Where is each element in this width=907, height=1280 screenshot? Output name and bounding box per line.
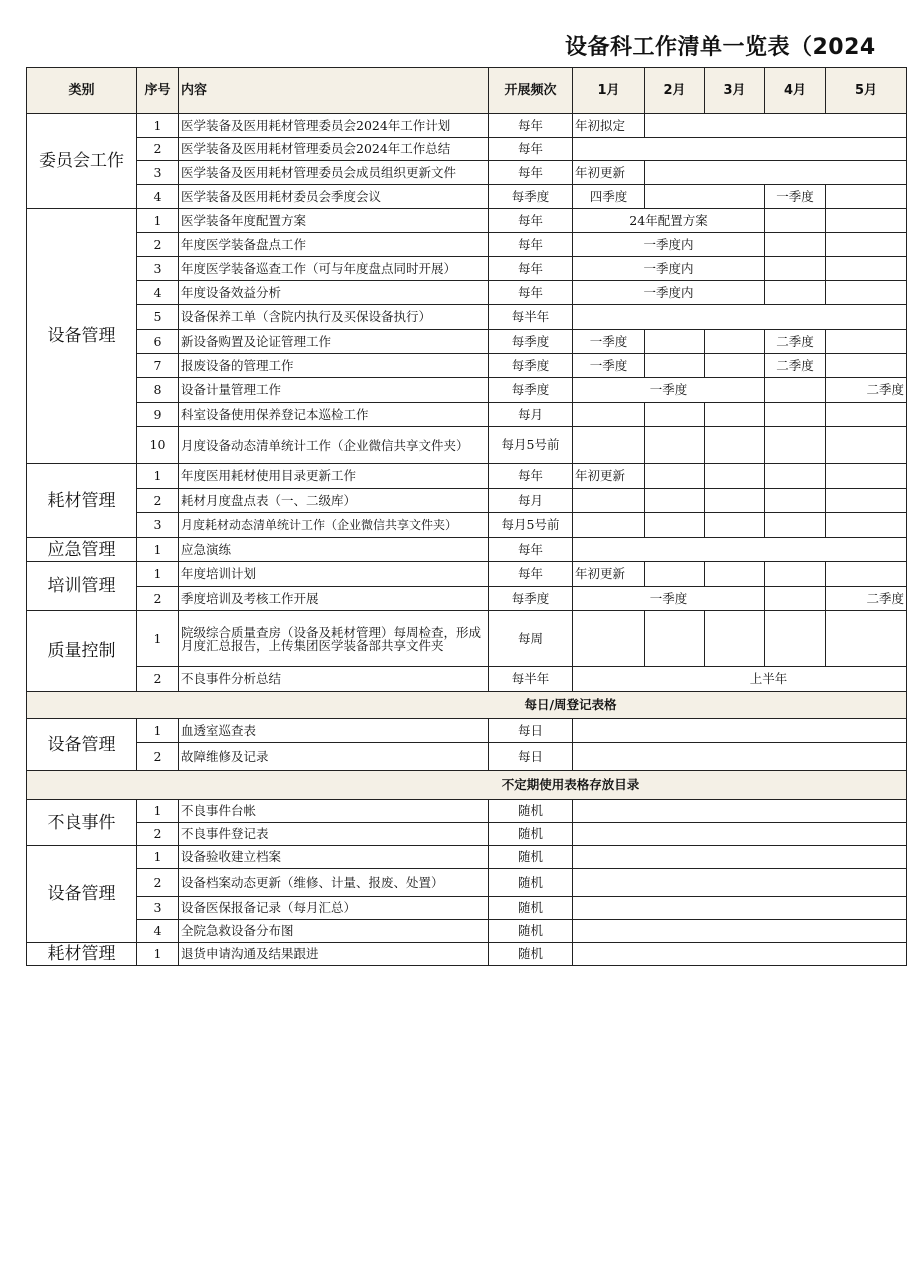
seq-cell: 4 bbox=[137, 185, 179, 209]
table-row bbox=[27, 897, 907, 920]
frequency-cell: 每月5号前 bbox=[489, 513, 573, 538]
month-1-cell: 一季度 bbox=[573, 330, 645, 354]
month-span-cell bbox=[645, 114, 907, 138]
month-3-cell bbox=[705, 513, 765, 538]
table-row bbox=[27, 464, 907, 489]
frequency-cell: 每月 bbox=[489, 403, 573, 427]
frequency-cell: 每半年 bbox=[489, 667, 573, 692]
page-title: 设备科工作清单一览表（2024 bbox=[565, 35, 876, 60]
content-cell: 新设备购置及论证管理工作 bbox=[179, 330, 489, 354]
content-cell: 年度医学装备盘点工作 bbox=[179, 233, 489, 257]
category-cell: 应急管理 bbox=[27, 538, 137, 562]
content-cell: 医学装备及医用耗材管理委员会2024年工作总结 bbox=[179, 138, 489, 161]
month-2-cell bbox=[645, 427, 705, 464]
month-span-cell bbox=[573, 800, 907, 823]
frequency-cell: 每日 bbox=[489, 743, 573, 771]
frequency-cell: 每年 bbox=[489, 114, 573, 138]
table-row bbox=[27, 743, 907, 771]
content-cell: 设备档案动态更新（维修、计量、报废、处置） bbox=[179, 869, 489, 897]
header-month-5: 5月 bbox=[826, 68, 907, 114]
header-month-3: 3月 bbox=[705, 68, 765, 114]
table-row bbox=[27, 869, 907, 897]
frequency-cell: 每年 bbox=[489, 233, 573, 257]
seq-cell: 2 bbox=[137, 489, 179, 513]
frequency-cell: 随机 bbox=[489, 943, 573, 966]
month-span-cell bbox=[573, 538, 907, 562]
content-cell: 年度设备效益分析 bbox=[179, 281, 489, 305]
frequency-cell: 每年 bbox=[489, 209, 573, 233]
month-3-cell bbox=[705, 489, 765, 513]
content-cell: 故障维修及记录 bbox=[179, 743, 489, 771]
month-5-cell bbox=[826, 330, 907, 354]
content-cell: 医学装备年度配置方案 bbox=[179, 209, 489, 233]
content-cell: 设备保养工单（含院内执行及买保设备执行） bbox=[179, 305, 489, 330]
month-5-cell: 二季度 bbox=[826, 378, 907, 403]
table-row bbox=[27, 233, 907, 257]
frequency-cell: 每年 bbox=[489, 138, 573, 161]
frequency-cell: 每半年 bbox=[489, 305, 573, 330]
seq-cell: 1 bbox=[137, 114, 179, 138]
content-cell: 年度医学装备巡查工作（可与年度盘点同时开展） bbox=[179, 257, 489, 281]
table-row bbox=[27, 330, 907, 354]
frequency-cell: 每年 bbox=[489, 161, 573, 185]
table-row bbox=[27, 114, 907, 138]
frequency-cell: 每年 bbox=[489, 562, 573, 587]
month-span-cell: 一季度内 bbox=[573, 257, 765, 281]
table-row bbox=[27, 209, 907, 233]
table-row bbox=[27, 562, 907, 587]
month-4-cell bbox=[765, 233, 826, 257]
frequency-cell: 每年 bbox=[489, 538, 573, 562]
content-cell: 月度设备动态清单统计工作（企业微信共享文件夹） bbox=[179, 427, 489, 464]
table-row bbox=[27, 281, 907, 305]
worklist-table bbox=[26, 67, 907, 966]
month-4-cell: 二季度 bbox=[765, 330, 826, 354]
category-cell: 设备管理 bbox=[27, 846, 137, 943]
frequency-cell: 每周 bbox=[489, 611, 573, 667]
month-3-cell bbox=[705, 403, 765, 427]
seq-cell: 3 bbox=[137, 257, 179, 281]
content-cell: 全院急救设备分布图 bbox=[179, 920, 489, 943]
month-span-cell bbox=[573, 743, 907, 771]
table-row bbox=[27, 354, 907, 378]
table-row bbox=[27, 846, 907, 869]
month-5-cell bbox=[826, 611, 907, 667]
seq-cell: 10 bbox=[137, 427, 179, 464]
month-1-cell bbox=[573, 513, 645, 538]
seq-cell: 3 bbox=[137, 897, 179, 920]
content-cell: 不良事件登记表 bbox=[179, 823, 489, 846]
table-row bbox=[27, 667, 907, 692]
seq-cell: 5 bbox=[137, 305, 179, 330]
seq-cell: 6 bbox=[137, 330, 179, 354]
month-span-cell bbox=[573, 846, 907, 869]
table-row bbox=[27, 427, 907, 464]
content-cell: 设备计量管理工作 bbox=[179, 378, 489, 403]
seq-cell: 1 bbox=[137, 800, 179, 823]
table-row bbox=[27, 185, 907, 209]
month-span-cell bbox=[573, 920, 907, 943]
table-row bbox=[27, 305, 907, 330]
content-cell: 医学装备及医用耗材委员会季度会议 bbox=[179, 185, 489, 209]
month-2-cell bbox=[645, 489, 705, 513]
month-5-cell bbox=[826, 427, 907, 464]
month-5-cell bbox=[826, 489, 907, 513]
content-cell: 血透室巡查表 bbox=[179, 719, 489, 743]
month-3-cell bbox=[705, 464, 765, 489]
category-cell: 设备管理 bbox=[27, 209, 137, 464]
category-cell: 委员会工作 bbox=[27, 114, 137, 209]
frequency-cell: 随机 bbox=[489, 800, 573, 823]
seq-cell: 1 bbox=[137, 846, 179, 869]
section-header-row bbox=[27, 771, 907, 800]
seq-cell: 9 bbox=[137, 403, 179, 427]
month-span-cell: 一季度 bbox=[573, 587, 765, 611]
table-row bbox=[27, 538, 907, 562]
section-header-row bbox=[27, 692, 907, 719]
frequency-cell: 随机 bbox=[489, 897, 573, 920]
month-1-cell bbox=[573, 427, 645, 464]
table-row bbox=[27, 257, 907, 281]
frequency-cell: 每日 bbox=[489, 719, 573, 743]
month-1-cell: 年初更新 bbox=[573, 464, 645, 489]
month-4-cell bbox=[765, 587, 826, 611]
frequency-cell: 每季度 bbox=[489, 330, 573, 354]
worklist-table-container bbox=[26, 67, 904, 967]
seq-cell: 2 bbox=[137, 743, 179, 771]
frequency-cell: 随机 bbox=[489, 869, 573, 897]
header-category: 类别 bbox=[27, 68, 137, 114]
month-span-cell bbox=[573, 823, 907, 846]
category-cell: 培训管理 bbox=[27, 562, 137, 611]
seq-cell: 1 bbox=[137, 943, 179, 966]
month-2-cell bbox=[645, 403, 705, 427]
frequency-cell: 每季度 bbox=[489, 378, 573, 403]
month-1-cell: 四季度 bbox=[573, 185, 645, 209]
seq-cell: 2 bbox=[137, 587, 179, 611]
category-cell: 设备管理 bbox=[27, 719, 137, 771]
content-cell: 医学装备及医用耗材管理委员会2024年工作计划 bbox=[179, 114, 489, 138]
content-cell: 报废设备的管理工作 bbox=[179, 354, 489, 378]
month-4-cell bbox=[765, 513, 826, 538]
header-frequency: 开展频次 bbox=[489, 68, 573, 114]
seq-cell: 3 bbox=[137, 161, 179, 185]
month-5-cell bbox=[826, 209, 907, 233]
month-4-cell bbox=[765, 209, 826, 233]
month-span-cell: 一季度 bbox=[573, 378, 765, 403]
month-4-cell bbox=[765, 427, 826, 464]
category-cell: 质量控制 bbox=[27, 611, 137, 692]
seq-cell: 3 bbox=[137, 513, 179, 538]
table-row bbox=[27, 161, 907, 185]
frequency-cell: 每季度 bbox=[489, 185, 573, 209]
month-span-cell bbox=[573, 305, 907, 330]
category-cell: 不良事件 bbox=[27, 800, 137, 846]
content-cell: 应急演练 bbox=[179, 538, 489, 562]
month-2-cell bbox=[645, 464, 705, 489]
content-cell: 不良事件台帐 bbox=[179, 800, 489, 823]
month-3-cell bbox=[705, 562, 765, 587]
content-cell: 设备验收建立档案 bbox=[179, 846, 489, 869]
content-cell: 不良事件分析总结 bbox=[179, 667, 489, 692]
month-4-cell bbox=[765, 464, 826, 489]
table-row bbox=[27, 719, 907, 743]
header-row bbox=[27, 68, 907, 114]
seq-cell: 7 bbox=[137, 354, 179, 378]
content-cell: 退货申请沟通及结果跟进 bbox=[179, 943, 489, 966]
table-row bbox=[27, 823, 907, 846]
month-4-cell: 一季度 bbox=[765, 185, 826, 209]
frequency-cell: 每月 bbox=[489, 489, 573, 513]
header-month-4: 4月 bbox=[765, 68, 826, 114]
content-cell: 医学装备及医用耗材管理委员会成员组织更新文件 bbox=[179, 161, 489, 185]
table-row bbox=[27, 611, 907, 667]
month-2-cell bbox=[645, 562, 705, 587]
content-cell: 耗材月度盘点表（一、二级库） bbox=[179, 489, 489, 513]
table-row bbox=[27, 403, 907, 427]
section-title-daily: 每日/周登记表格 bbox=[27, 692, 907, 719]
seq-cell: 1 bbox=[137, 538, 179, 562]
table-row bbox=[27, 800, 907, 823]
month-3-cell bbox=[705, 611, 765, 667]
table-row bbox=[27, 513, 907, 538]
month-span-cell: 一季度内 bbox=[573, 281, 765, 305]
seq-cell: 1 bbox=[137, 719, 179, 743]
header-content: 内容 bbox=[179, 68, 489, 114]
month-5-cell bbox=[826, 354, 907, 378]
table-row bbox=[27, 587, 907, 611]
month-2-cell bbox=[645, 611, 705, 667]
table-row bbox=[27, 138, 907, 161]
month-1-cell bbox=[573, 489, 645, 513]
month-5-cell bbox=[826, 281, 907, 305]
month-4-cell bbox=[765, 257, 826, 281]
content-cell: 月度耗材动态清单统计工作（企业微信共享文件夹） bbox=[179, 513, 489, 538]
content-cell: 设备医保报备记录（每月汇总） bbox=[179, 897, 489, 920]
seq-cell: 2 bbox=[137, 869, 179, 897]
seq-cell: 1 bbox=[137, 562, 179, 587]
frequency-cell: 每年 bbox=[489, 257, 573, 281]
category-cell: 耗材管理 bbox=[27, 464, 137, 538]
month-4-cell bbox=[765, 489, 826, 513]
header-month-2: 2月 bbox=[645, 68, 705, 114]
table-row bbox=[27, 378, 907, 403]
category-cell: 耗材管理 bbox=[27, 943, 137, 966]
seq-cell: 1 bbox=[137, 209, 179, 233]
month-1-cell: 年初更新 bbox=[573, 161, 645, 185]
month-span-cell: 24年配置方案 bbox=[573, 209, 765, 233]
header-seq: 序号 bbox=[137, 68, 179, 114]
frequency-cell: 随机 bbox=[489, 846, 573, 869]
month-span-cell bbox=[645, 185, 765, 209]
frequency-cell: 随机 bbox=[489, 920, 573, 943]
frequency-cell: 每季度 bbox=[489, 587, 573, 611]
month-span-cell bbox=[573, 719, 907, 743]
frequency-cell: 每年 bbox=[489, 281, 573, 305]
month-3-cell bbox=[705, 330, 765, 354]
frequency-cell: 每季度 bbox=[489, 354, 573, 378]
frequency-cell: 每年 bbox=[489, 464, 573, 489]
month-span-cell bbox=[573, 943, 907, 966]
month-4-cell bbox=[765, 378, 826, 403]
month-2-cell bbox=[645, 354, 705, 378]
month-span-cell bbox=[573, 869, 907, 897]
month-1-cell bbox=[573, 403, 645, 427]
month-4-cell: 二季度 bbox=[765, 354, 826, 378]
month-5-cell bbox=[826, 185, 907, 209]
seq-cell: 2 bbox=[137, 667, 179, 692]
month-5-cell bbox=[826, 464, 907, 489]
month-5-cell bbox=[826, 562, 907, 587]
frequency-cell: 每月5号前 bbox=[489, 427, 573, 464]
month-1-cell: 年初更新 bbox=[573, 562, 645, 587]
content-cell: 年度医用耗材使用目录更新工作 bbox=[179, 464, 489, 489]
table-row bbox=[27, 943, 907, 966]
month-5-cell: 二季度 bbox=[826, 587, 907, 611]
month-5-cell bbox=[826, 403, 907, 427]
seq-cell: 2 bbox=[137, 823, 179, 846]
month-5-cell bbox=[826, 513, 907, 538]
table-row bbox=[27, 920, 907, 943]
content-cell: 季度培训及考核工作开展 bbox=[179, 587, 489, 611]
month-span-cell: 上半年 bbox=[573, 667, 907, 692]
month-4-cell bbox=[765, 281, 826, 305]
month-2-cell bbox=[645, 330, 705, 354]
month-span-cell bbox=[573, 138, 907, 161]
month-5-cell bbox=[826, 233, 907, 257]
month-1-cell: 一季度 bbox=[573, 354, 645, 378]
content-cell: 年度培训计划 bbox=[179, 562, 489, 587]
table-row bbox=[27, 489, 907, 513]
month-3-cell bbox=[705, 354, 765, 378]
month-4-cell bbox=[765, 562, 826, 587]
header-month-1: 1月 bbox=[573, 68, 645, 114]
seq-cell: 1 bbox=[137, 464, 179, 489]
section-title-adhoc: 不定期使用表格存放目录 bbox=[27, 771, 907, 800]
seq-cell: 8 bbox=[137, 378, 179, 403]
month-2-cell bbox=[645, 513, 705, 538]
content-cell: 院级综合质量查房（设备及耗材管理）每周检查，形成月度汇总报告，上传集团医学装备部共享文件夹 bbox=[179, 611, 489, 667]
month-4-cell bbox=[765, 611, 826, 667]
month-1-cell bbox=[573, 611, 645, 667]
content-cell: 科室设备使用保养登记本巡检工作 bbox=[179, 403, 489, 427]
month-span-cell bbox=[645, 161, 907, 185]
seq-cell: 4 bbox=[137, 920, 179, 943]
seq-cell: 1 bbox=[137, 611, 179, 667]
frequency-cell: 随机 bbox=[489, 823, 573, 846]
seq-cell: 2 bbox=[137, 233, 179, 257]
seq-cell: 2 bbox=[137, 138, 179, 161]
seq-cell: 4 bbox=[137, 281, 179, 305]
month-3-cell bbox=[705, 427, 765, 464]
month-1-cell: 年初拟定 bbox=[573, 114, 645, 138]
month-5-cell bbox=[826, 257, 907, 281]
month-4-cell bbox=[765, 403, 826, 427]
month-span-cell: 一季度内 bbox=[573, 233, 765, 257]
month-span-cell bbox=[573, 897, 907, 920]
